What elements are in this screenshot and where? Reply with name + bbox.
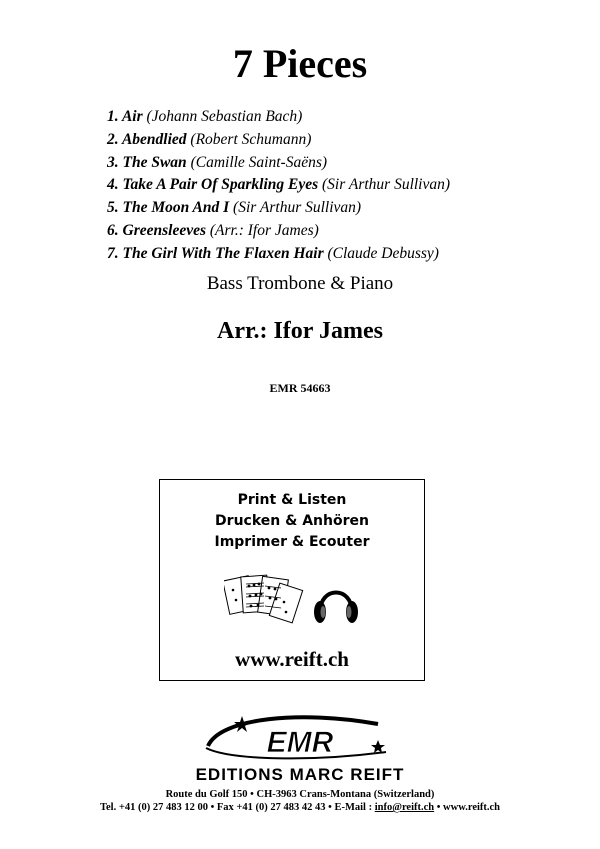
publisher-contact: Tel. +41 (0) 27 483 12 00 • Fax +41 (0) 27 483 42 43 • E-Mail : info@reift.ch • www.reift.ch bbox=[99, 802, 501, 813]
list-item: 2. Abendlied (Robert Schumann) bbox=[107, 130, 312, 148]
promo-text bbox=[160, 490, 424, 553]
promo-box bbox=[159, 479, 425, 681]
list-item: 6. Greensleeves (Arr.: Ifor James) bbox=[107, 221, 319, 239]
arranger: Arr.: Ifor James bbox=[217, 318, 383, 344]
emr-logo bbox=[150, 714, 450, 786]
promo-art bbox=[224, 572, 364, 628]
logo-mark: EMR bbox=[266, 726, 334, 759]
instrumentation: Bass Trombone & Piano bbox=[206, 273, 394, 294]
catalog-number: EMR 54663 bbox=[269, 381, 331, 395]
list-item: 5. The Moon And I (Sir Arthur Sullivan) bbox=[107, 199, 362, 217]
promo-line: Imprimer & Ecouter bbox=[214, 534, 370, 550]
list-item: 7. The Girl With The Flaxen Hair (Claude Debussy) bbox=[107, 244, 439, 262]
promo-line: Drucken & Anhören bbox=[215, 513, 369, 529]
list-item: 3. The Swan (Camille Saint-Saëns) bbox=[107, 153, 328, 171]
piece-list bbox=[107, 106, 450, 266]
publisher-name: EDITIONS MARC REIFT bbox=[195, 765, 405, 784]
page-title: 7 Pieces bbox=[232, 41, 368, 86]
list-item: 4. Take A Pair Of Sparkling Eyes (Sir Arthur Sullivan) bbox=[107, 176, 451, 194]
publisher-address: Route du Golf 150 • CH-3963 Crans-Montana (Switzerland) bbox=[165, 789, 435, 800]
promo-line: Print & Listen bbox=[237, 492, 347, 508]
headphones-icon bbox=[314, 593, 358, 624]
email-link[interactable]: info@reift.ch bbox=[374, 802, 435, 813]
sheet-music-icon bbox=[224, 575, 303, 623]
list-item: 1. Air (Johann Sebastian Bach) bbox=[107, 108, 303, 125]
website-link[interactable]: www.reift.ch bbox=[235, 647, 349, 671]
